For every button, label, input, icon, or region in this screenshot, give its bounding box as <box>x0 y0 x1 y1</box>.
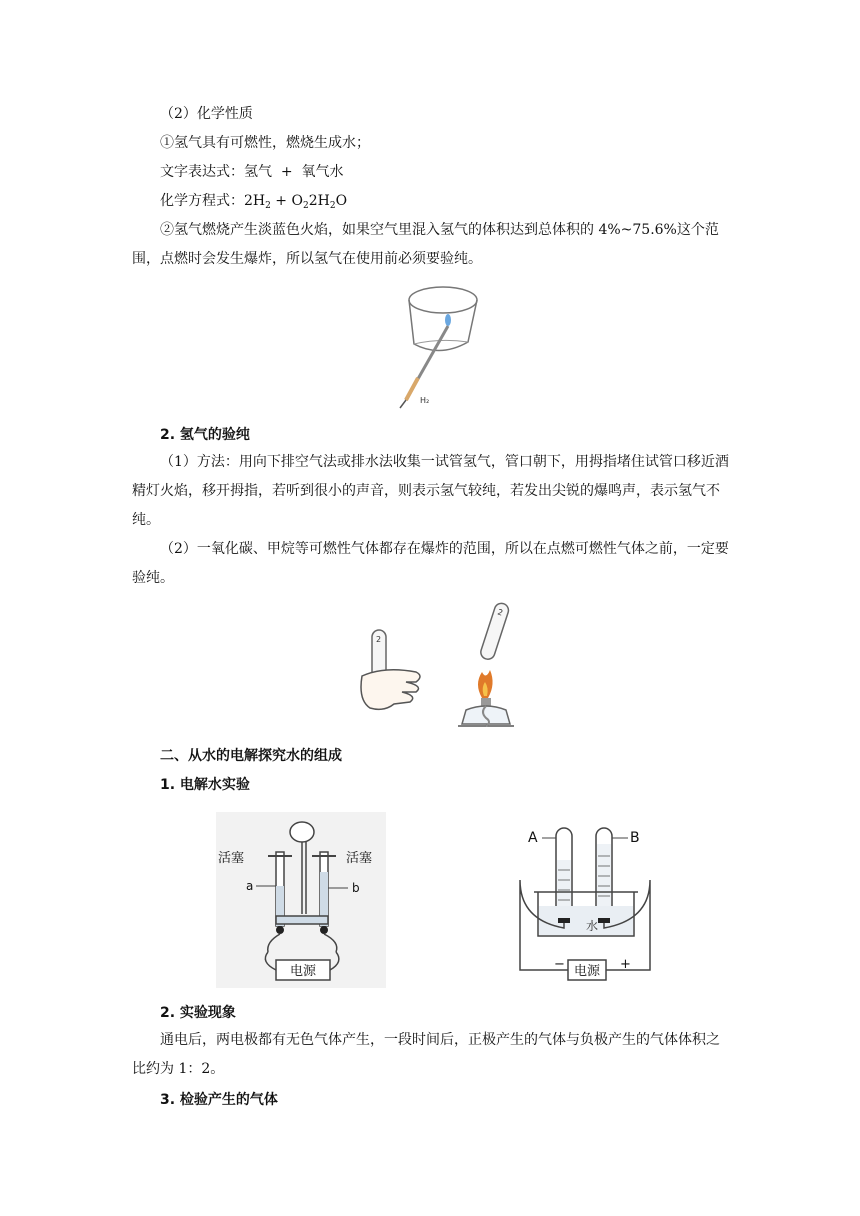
label-a: A <box>528 830 538 846</box>
water-label: 水 <box>586 919 599 933</box>
label-b: B <box>630 830 640 846</box>
electrolysis-trough-figure <box>516 820 656 984</box>
method-paragraph: （1）方法：用向下排空气法或排水法收集一试管氢气，管口朝下，用拇指堵住试管口移近酒精灯火焰，移开拇指，若听到很小的声音，则表示氢气较纯，若发出尖锐的爆鸣声，表示氢气不纯。 <box>132 454 729 528</box>
chemical-equation <box>160 191 347 211</box>
chem-eq-sub: 2 <box>302 201 309 211</box>
phenomenon-paragraph: 通电后，两电极都有无色气体产生，一段时间后，正极产生的气体与负极产生的气体体积之比约为 1：2。 <box>132 1032 720 1077</box>
tube-label-left: 2 <box>376 635 382 644</box>
tube-b-label: b <box>352 881 360 895</box>
chem-eq-part: 2H <box>308 193 330 209</box>
test-gas-heading: 3. 检验产生的气体 <box>160 1092 278 1108</box>
tube-label-right: 2 <box>496 607 505 618</box>
chem-eq-part: + O <box>270 193 303 209</box>
valve-label-left: 活塞 <box>218 851 245 866</box>
prop-combustible: ①氢气具有可燃性，燃烧生成水； <box>160 135 370 151</box>
valve-label-right: 活塞 <box>346 851 373 866</box>
note-paragraph: （2）一氧化碳、甲烷等可燃性气体都存在爆炸的范围，所以在点燃可燃性气体之前，一定要验纯。 <box>132 541 729 586</box>
chem-eq-part: 2H <box>244 193 266 209</box>
h2-label: H₂ <box>420 396 430 405</box>
chem-props-heading: （2）化学性质 <box>160 106 253 122</box>
hofmann-voltameter-figure <box>216 812 386 988</box>
plus-label: + <box>620 957 631 972</box>
phenomenon-heading: 2. 实验现象 <box>160 1005 236 1021</box>
word-eq-o2: 氧气水 <box>301 164 344 180</box>
prop-explosion-paragraph: ②氢气燃烧产生淡蓝色火焰，如果空气里混入氢气的体积达到总体积的 4%~75.6%这个范围，点燃时会发生爆炸，所以氢气在使用前必须要验纯。 <box>132 222 719 267</box>
power-label-left: 电源 <box>289 964 317 979</box>
chem-eq-label: 化学方程式： <box>160 193 244 209</box>
word-equation <box>160 162 344 182</box>
power-label-right: 电源 <box>573 964 601 979</box>
minus-label: − <box>554 957 565 972</box>
electrolysis-heading: 1. 电解水实验 <box>160 777 250 793</box>
word-eq-plus: + <box>280 164 293 180</box>
tube-a-label: a <box>246 879 254 893</box>
hydrogen-combustion-figure <box>388 280 478 410</box>
word-eq-h2: 氢气 <box>244 164 272 180</box>
purity-test-figure <box>354 600 534 732</box>
section-2-heading: 2. 氢气的验纯 <box>160 427 250 443</box>
chem-eq-sub: 2 <box>265 201 271 211</box>
word-eq-label: 文字表达式： <box>160 164 244 180</box>
chem-eq-sub: 2 <box>329 201 336 211</box>
chem-eq-part: O <box>335 193 348 209</box>
part-2-heading: 二、从水的电解探究水的组成 <box>160 748 342 764</box>
